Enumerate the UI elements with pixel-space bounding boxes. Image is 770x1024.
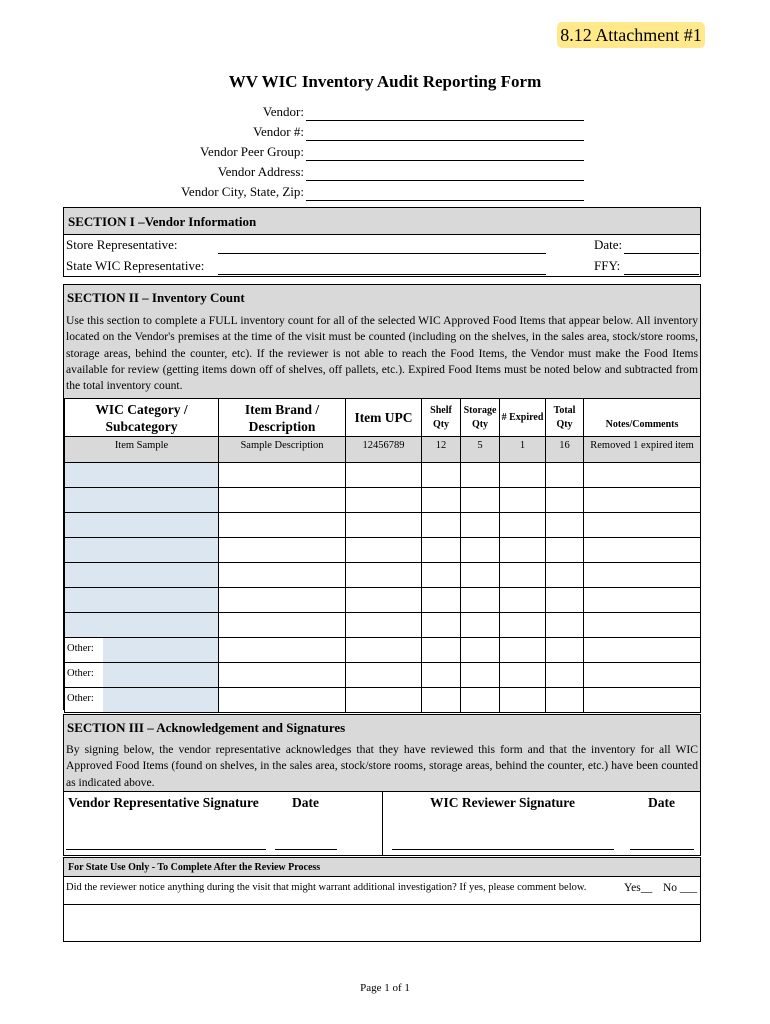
shelf-cell[interactable]: [422, 688, 461, 713]
vendor-city-state-zip-label: Vendor City, State, Zip:: [180, 184, 304, 199]
table-header-row: [65, 399, 701, 437]
section1-header: SECTION I –Vendor Information: [63, 207, 701, 235]
sample-expired: 1: [500, 437, 546, 463]
notes-cell[interactable]: [584, 613, 701, 638]
table-row: [65, 613, 701, 638]
state-use-question: Did the reviewer notice anything during the visit that might warrant additional investigation? If yes, please comment below.: [66, 882, 587, 893]
store-rep-field[interactable]: [218, 253, 546, 254]
shelf-cell[interactable]: [422, 563, 461, 588]
table-row: [65, 563, 701, 588]
store-rep-label: Store Representative:: [66, 237, 178, 252]
wic-date-label: Date: [648, 795, 675, 810]
col-notes: Notes/Comments: [584, 399, 701, 437]
table-row: [65, 513, 701, 538]
inventory-table: [64, 398, 701, 713]
vendor-address-field[interactable]: [306, 180, 584, 181]
col-upc: Item UPC: [346, 399, 422, 437]
brand-cell[interactable]: [219, 513, 346, 538]
upc-cell[interactable]: [346, 463, 422, 488]
expired-cell[interactable]: [500, 638, 546, 663]
brand-cell[interactable]: [219, 463, 346, 488]
notes-cell[interactable]: [584, 538, 701, 563]
upc-cell[interactable]: [346, 613, 422, 638]
storage-cell[interactable]: [461, 588, 500, 613]
state-wic-rep-field[interactable]: [218, 274, 546, 275]
notes-cell[interactable]: [584, 563, 701, 588]
wic-signature-line[interactable]: [392, 849, 614, 850]
brand-cell[interactable]: [219, 488, 346, 513]
col-expired: # Expired: [500, 399, 546, 437]
col-shelf-qty: Shelf Qty: [422, 399, 461, 437]
vendor-signature-line[interactable]: [66, 849, 266, 850]
shelf-cell[interactable]: [422, 588, 461, 613]
shelf-cell[interactable]: [422, 613, 461, 638]
upc-cell[interactable]: [346, 688, 422, 713]
col-category: WIC Category / Subcategory: [65, 399, 219, 437]
table-row-other: [65, 688, 701, 713]
expired-cell[interactable]: [500, 663, 546, 688]
table-row: [65, 463, 701, 488]
expired-cell[interactable]: [500, 513, 546, 538]
yes-option[interactable]: Yes__: [624, 882, 653, 894]
storage-cell[interactable]: [461, 538, 500, 563]
total-cell[interactable]: [546, 688, 584, 713]
state-wic-rep-label: State WIC Representative:: [66, 258, 205, 273]
total-cell[interactable]: [546, 488, 584, 513]
total-cell[interactable]: [546, 638, 584, 663]
brand-cell[interactable]: [219, 613, 346, 638]
sample-total: 16: [546, 437, 584, 463]
total-cell[interactable]: [546, 613, 584, 638]
expired-cell[interactable]: [500, 563, 546, 588]
category-cell[interactable]: [65, 538, 219, 563]
sample-upc: 12456789: [346, 437, 422, 463]
expired-cell[interactable]: [500, 538, 546, 563]
sample-brand: Sample Description: [219, 437, 346, 463]
sample-notes: Removed 1 expired item: [584, 437, 701, 463]
expired-cell[interactable]: [500, 688, 546, 713]
total-cell[interactable]: [546, 588, 584, 613]
notes-cell[interactable]: [584, 688, 701, 713]
storage-cell[interactable]: [461, 563, 500, 588]
brand-cell[interactable]: [219, 688, 346, 713]
other-label: Other:: [67, 668, 94, 679]
sample-row: [65, 437, 701, 463]
section3-text: By signing below, the vendor representative acknowledges that they have reviewed this form and that the inventory for all WIC Approved Food Items (found on shelves, in the sales area, stock/store rooms, storage areas, behind the counter, etc.) have been counted as indicated above.: [66, 743, 698, 789]
category-cell[interactable]: [65, 563, 219, 588]
total-cell[interactable]: [546, 663, 584, 688]
vendor-city-state-zip-field[interactable]: [306, 200, 584, 201]
category-cell[interactable]: [65, 488, 219, 513]
notes-cell[interactable]: [584, 638, 701, 663]
page-footer: Page 1 of 1: [360, 982, 410, 994]
upc-cell[interactable]: [346, 663, 422, 688]
sample-shelf: 12: [422, 437, 461, 463]
category-cell[interactable]: [65, 463, 219, 488]
total-cell[interactable]: [546, 513, 584, 538]
category-cell[interactable]: [65, 588, 219, 613]
wic-date-line[interactable]: [630, 849, 694, 850]
total-cell[interactable]: [546, 463, 584, 488]
vendor-date-line[interactable]: [275, 849, 337, 850]
vendor-label: Vendor:: [262, 104, 304, 119]
category-cell[interactable]: [65, 613, 219, 638]
total-cell[interactable]: [546, 538, 584, 563]
upc-cell[interactable]: [346, 488, 422, 513]
expired-cell[interactable]: [500, 488, 546, 513]
shelf-cell[interactable]: [422, 513, 461, 538]
storage-cell[interactable]: [461, 663, 500, 688]
shelf-cell[interactable]: [422, 463, 461, 488]
upc-cell[interactable]: [346, 538, 422, 563]
table-row: [65, 538, 701, 563]
other-category-cell[interactable]: [65, 688, 219, 713]
no-option[interactable]: No ___: [663, 882, 698, 894]
table-row: [65, 488, 701, 513]
upc-cell[interactable]: [346, 638, 422, 663]
expired-cell[interactable]: [500, 588, 546, 613]
ffy-field[interactable]: [624, 274, 699, 275]
section3-title: SECTION III – Acknowledgement and Signatures: [67, 720, 346, 735]
state-use-header: For State Use Only - To Complete After the Review Process: [63, 857, 701, 877]
vendor-number-label: Vendor #:: [253, 124, 304, 139]
col-storage-qty: Storage Qty: [461, 399, 500, 437]
col-total-qty: Total Qty: [546, 399, 584, 437]
attachment-label: 8.12 Attachment #1: [557, 22, 705, 48]
other-label: Other:: [67, 643, 94, 654]
category-cell[interactable]: [65, 513, 219, 538]
expired-cell[interactable]: [500, 613, 546, 638]
notes-cell[interactable]: [584, 588, 701, 613]
upc-cell[interactable]: [346, 563, 422, 588]
section2-instructions: Use this section to complete a FULL inventory count for all of the selected WIC Approved Food Items that appear below. All inventory located on the Vendor's premises at the time of the visit must be counted (including on the shelves, in the sales area, stock/store rooms, storage areas, behind the counter, etc). If the reviewer is not able to reach the Food Items, the Vendor must make the Food Items available for review (getting items down off of shelves, off pallets, etc.). Expired Food Items must be noted below and subtracted from the total inventory count.: [66, 314, 698, 393]
ffy-label: FFY:: [594, 258, 621, 273]
date-label: Date:: [594, 237, 623, 252]
vendor-peer-group-label: Vendor Peer Group:: [200, 144, 304, 159]
notes-cell[interactable]: [584, 663, 701, 688]
shelf-cell[interactable]: [422, 538, 461, 563]
upc-cell[interactable]: [346, 513, 422, 538]
table-row: [65, 588, 701, 613]
storage-cell[interactable]: [461, 688, 500, 713]
shelf-cell[interactable]: [422, 663, 461, 688]
form-title: WV WIC Inventory Audit Reporting Form: [228, 72, 542, 91]
storage-cell[interactable]: [461, 613, 500, 638]
notes-cell[interactable]: [584, 463, 701, 488]
other-category-cell[interactable]: [65, 663, 219, 688]
vendor-date-label: Date: [292, 795, 319, 810]
table-row-other: [65, 638, 701, 663]
other-input[interactable]: [103, 663, 218, 687]
other-input[interactable]: [103, 688, 218, 712]
vendor-address-label: Vendor Address:: [217, 164, 304, 179]
notes-cell[interactable]: [584, 513, 701, 538]
storage-cell[interactable]: [461, 638, 500, 663]
brand-cell[interactable]: [219, 563, 346, 588]
brand-cell[interactable]: [219, 538, 346, 563]
other-input[interactable]: [103, 638, 218, 662]
other-category-cell[interactable]: [65, 638, 219, 663]
col-brand: Item Brand / Description: [219, 399, 346, 437]
section2-title: SECTION II – Inventory Count: [67, 290, 245, 305]
vendor-field[interactable]: [306, 120, 584, 121]
notes-cell[interactable]: [584, 488, 701, 513]
sample-storage: 5: [461, 437, 500, 463]
brand-cell[interactable]: [219, 663, 346, 688]
brand-cell[interactable]: [219, 638, 346, 663]
date-field[interactable]: [624, 253, 699, 254]
expired-cell[interactable]: [500, 463, 546, 488]
state-use-comments[interactable]: [64, 905, 700, 941]
vendor-signature-label: Vendor Representative Signature: [68, 795, 259, 810]
brand-cell[interactable]: [219, 588, 346, 613]
storage-cell[interactable]: [461, 488, 500, 513]
shelf-cell[interactable]: [422, 638, 461, 663]
other-label: Other:: [67, 693, 94, 704]
sample-category: Item Sample: [65, 437, 219, 463]
vendor-number-field[interactable]: [306, 140, 584, 141]
wic-signature-label: WIC Reviewer Signature: [430, 795, 575, 810]
total-cell[interactable]: [546, 563, 584, 588]
table-row-other: [65, 663, 701, 688]
storage-cell[interactable]: [461, 463, 500, 488]
storage-cell[interactable]: [461, 513, 500, 538]
upc-cell[interactable]: [346, 588, 422, 613]
vendor-peer-group-field[interactable]: [306, 160, 584, 161]
shelf-cell[interactable]: [422, 488, 461, 513]
